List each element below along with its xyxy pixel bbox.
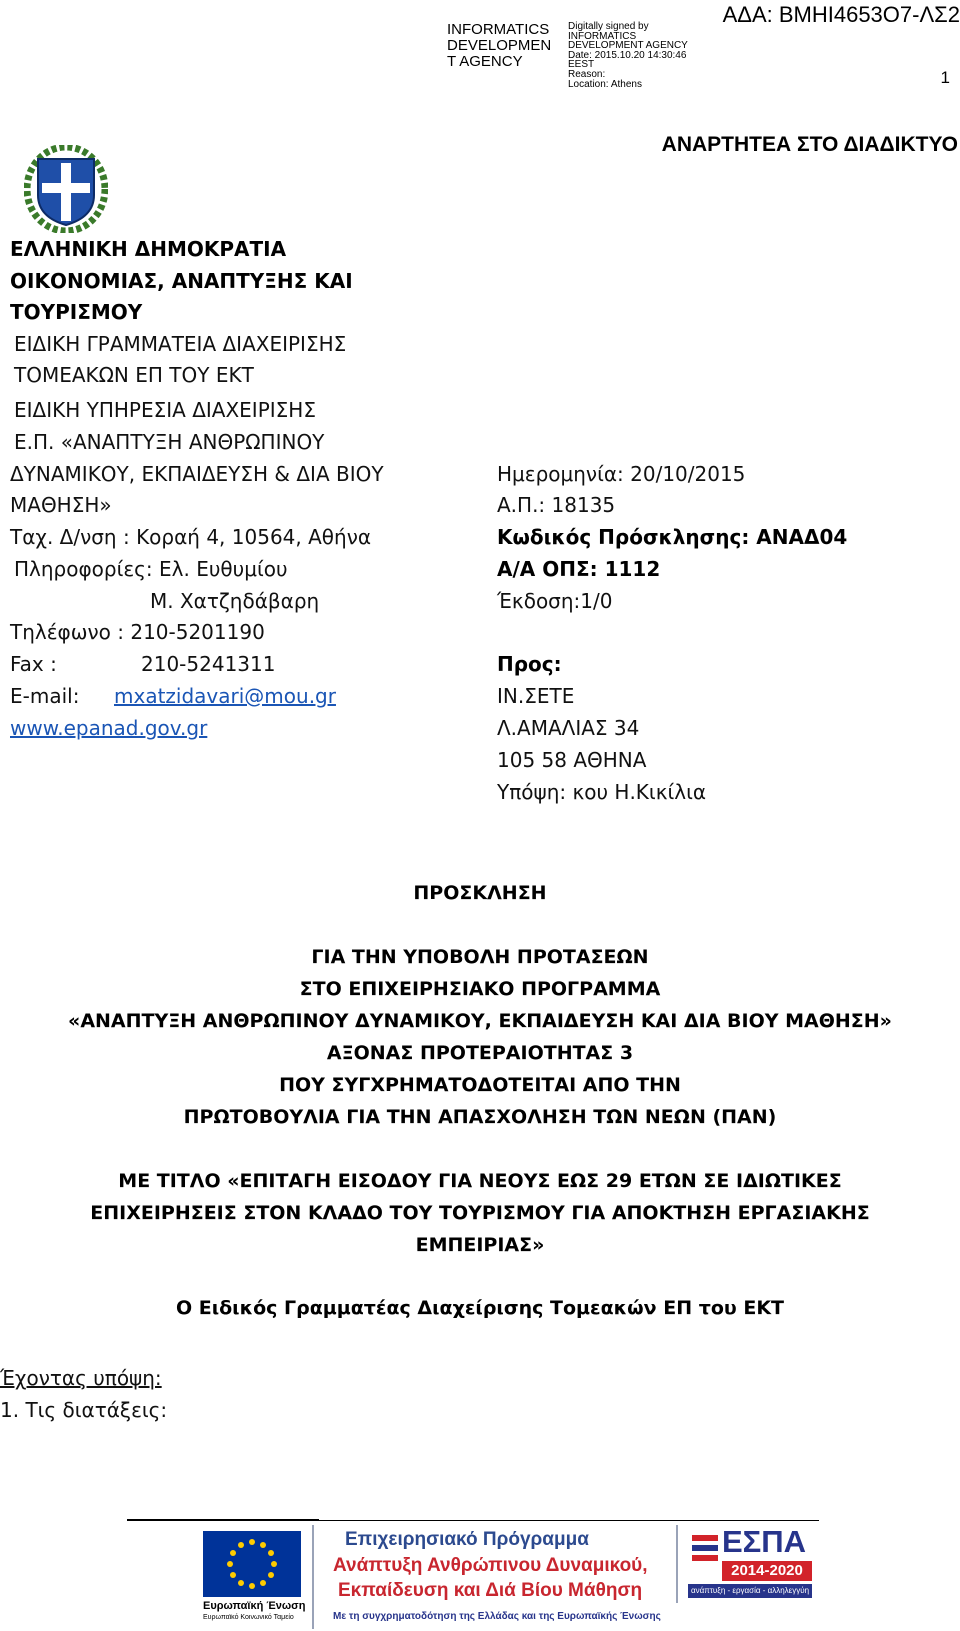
cofinance-note: Με τη συγχρηματοδότηση της Ελλάδας και της Ευρωπαϊκής Ένωσης bbox=[333, 1611, 661, 1622]
sender-info-1: Πληροφορίες: Ελ. Ευθυμίου bbox=[14, 557, 288, 581]
program-line-3: Εκπαίδευση και Διά Βίου Μάθηση bbox=[338, 1580, 643, 1601]
sender-address: Ταχ. Δ/νση : Κοραή 4, 10564, Αθήνα bbox=[10, 525, 372, 549]
recipient-line-4: Υπόψη: κου Η.Κικίλια bbox=[497, 780, 707, 804]
call-title-line: «ΑΝΑΠΤΥΞΗ ΑΝΘΡΩΠΙΝΟΥ ΔΥΝΑΜΙΚΟΥ, ΕΚΠΑΙΔΕΥΣΗ ΚΑΙ ΔΙΑ ΒΙΟΥ ΜΑΘΗΣΗ» bbox=[68, 1010, 892, 1032]
document-version: Έκδοση:1/0 bbox=[497, 589, 613, 613]
considering-item-1: 1. Τις διατάξεις: bbox=[0, 1398, 168, 1422]
signature-org-line: T AGENCY bbox=[447, 53, 523, 70]
signature-org-line: DEVELOPMEN bbox=[447, 37, 552, 54]
considering-heading: Έχοντας υπόψη: bbox=[0, 1366, 162, 1390]
sender-email-link[interactable]: mxatzidavari@mou.gr bbox=[114, 684, 336, 708]
eu-label: Ευρωπαϊκή Ένωση bbox=[203, 1600, 306, 1612]
sender-info-2: Μ. Χατζηδάβαρη bbox=[150, 589, 320, 613]
footer-rule-right bbox=[319, 1520, 819, 1521]
sender-fax-label: Fax : bbox=[10, 652, 57, 676]
protocol-number: Α.Π.: 18135 bbox=[497, 493, 616, 517]
service-line-4: ΜΑΘΗΣΗ» bbox=[10, 493, 112, 517]
call-heading: ΠΡΟΣΚΛΗΣΗ bbox=[413, 882, 547, 904]
signature-detail-line: Reason: bbox=[568, 68, 606, 80]
issuer-line: Ο Ειδικός Γραμματέας Διαχείρισης Τομεακών ΕΠ του ΕΚΤ bbox=[175, 1297, 785, 1319]
service-line-3: ΔΥΝΑΜΙΚΟΥ, ΕΚΠΑΙΔΕΥΣΗ & ΔΙΑ ΒΙΟΥ bbox=[10, 462, 384, 486]
call-title-line: ΣΤΟ ΕΠΙΧΕΙΡΗΣΙΑΚΟ ΠΡΟΓΡΑΜΜΑ bbox=[299, 978, 661, 1000]
signature-detail-line: Digitally signed by bbox=[568, 21, 649, 32]
sender-email-label: E-mail: bbox=[10, 684, 80, 708]
call-subject-line: ΕΜΠΕΙΡΙΑΣ» bbox=[415, 1234, 545, 1256]
espa-logo: ΕΣΠΑ bbox=[722, 1524, 807, 1559]
footer-divider-2 bbox=[676, 1525, 678, 1603]
ops-number: Α/Α ΟΠΣ: 1112 bbox=[497, 557, 661, 581]
recipient-line-2: Λ.ΑΜΑΛΙΑΣ 34 bbox=[497, 716, 640, 740]
signature-org-line: INFORMATICS bbox=[447, 21, 550, 38]
signature-details bbox=[568, 22, 688, 89]
sender-phone: Τηλέφωνο : 210-5201190 bbox=[10, 620, 265, 644]
signature-detail-line: EEST bbox=[568, 59, 595, 71]
program-line-2: Ανάπτυξη Ανθρώπινου Δυναμικού, bbox=[333, 1555, 648, 1576]
call-code: Κωδικός Πρόσκλησης: ΑΝΑΔ04 bbox=[497, 525, 848, 549]
recipient-label: Προς: bbox=[497, 652, 562, 676]
footer-rule-left bbox=[127, 1519, 319, 1521]
sender-fax-value: 210-5241311 bbox=[141, 652, 276, 676]
eu-flag-icon bbox=[203, 1531, 301, 1597]
espa-years: 2014-2020 bbox=[722, 1561, 812, 1581]
secretariat-line-1: ΕΙΔΙΚΗ ΓΡΑΜΜΑΤΕΙΑ ΔΙΑΧΕΙΡΙΣΗΣ bbox=[14, 332, 347, 356]
call-title-line: ΠΟΥ ΣΥΓΧΡΗΜΑΤΟΔΟΤΕΙΤΑΙ ΑΠΟ ΤΗΝ bbox=[279, 1074, 681, 1096]
footer-divider bbox=[312, 1525, 314, 1629]
service-line-2: Ε.Π. «ΑΝΑΠΤΥΞΗ ΑΝΘΡΩΠΙΝΟΥ bbox=[14, 430, 325, 454]
call-title-line: ΠΡΩΤΟΒΟΥΛΙΑ ΓΙΑ ΤΗΝ ΑΠΑΣΧΟΛΗΣΗ ΤΩΝ ΝΕΩΝ (ΠΑΝ) bbox=[183, 1106, 777, 1128]
website-link[interactable]: www.epanad.gov.gr bbox=[10, 716, 208, 740]
publish-note: ΑΝΑΡΤΗΤΕΑ ΣΤΟ ΔΙΑΔΙΚΤΥΟ bbox=[661, 133, 958, 156]
ada-code: ΑΔΑ: ΒΜΗΙ4653Ο7-ΛΣ2 bbox=[722, 2, 960, 27]
program-line-1: Επιχειρησιακό Πρόγραμμα bbox=[345, 1529, 589, 1550]
signature-detail-line: INFORMATICS bbox=[568, 30, 637, 42]
recipient-line-3: 105 58 ΑΘΗΝΑ bbox=[497, 748, 647, 772]
call-subject-line: ΜΕ ΤΙΤΛΟ «ΕΠΙΤΑΓΗ ΕΙΣΟΔΟΥ ΓΙΑ ΝΕΟΥΣ ΕΩΣ 29 ΕΤΩΝ ΣΕ ΙΔΙΩΤΙΚΕΣ bbox=[118, 1170, 842, 1192]
secretariat-line-2: ΤΟΜΕΑΚΩΝ ΕΠ ΤΟΥ ΕΚΤ bbox=[14, 363, 254, 387]
recipient-line-1: ΙΝ.ΣΕΤΕ bbox=[497, 684, 575, 708]
page-number: 1 bbox=[940, 68, 950, 87]
call-title-line: ΓΙΑ ΤΗΝ ΥΠΟΒΟΛΗ ΠΡΟΤΑΣΕΩΝ bbox=[311, 946, 649, 968]
service-line-1: ΕΙΔΙΚΗ ΥΠΗΡΕΣΙΑ ΔΙΑΧΕΙΡΙΣΗΣ bbox=[14, 398, 316, 422]
signature-detail-line: DEVELOPMENT AGENCY bbox=[568, 40, 688, 52]
espa-emblem-icon bbox=[692, 1533, 718, 1569]
signature-detail-line: Location: Athens bbox=[568, 78, 642, 90]
call-subject-line: ΕΠΙΧΕΙΡΗΣΕΙΣ ΣΤΟΝ ΚΛΑΔΟ ΤΟΥ ΤΟΥΡΙΣΜΟΥ ΓΙΑ ΑΠΟΚΤΗΣΗ ΕΡΓΑΣΙΑΚΗΣ bbox=[90, 1202, 870, 1224]
eu-fund-label: Ευρωπαϊκό Κοινωνικό Ταμείο bbox=[203, 1614, 294, 1621]
signature-detail-line: Date: 2015.10.20 14:30:46 bbox=[568, 49, 687, 61]
signature-organization bbox=[447, 22, 551, 70]
document-date: Ημερομηνία: 20/10/2015 bbox=[497, 462, 746, 486]
ministry-line-2: ΤΟΥΡΙΣΜΟΥ bbox=[10, 300, 143, 324]
ministry-line-1: ΟΙΚΟΝΟΜΙΑΣ, ΑΝΑΠΤΥΞΗΣ ΚΑΙ bbox=[10, 269, 353, 293]
coat-of-arms-icon bbox=[24, 145, 108, 233]
call-title-line: ΑΞΟΝΑΣ ΠΡΟΤΕΡΑΙΟΤΗΤΑΣ 3 bbox=[326, 1042, 634, 1064]
espa-tagline: ανάπτυξη - εργασία - αλληλεγγύη bbox=[688, 1584, 812, 1598]
republic-name: ΕΛΛΗΝΙΚΗ ΔΗΜΟΚΡΑΤΙΑ bbox=[10, 237, 287, 261]
